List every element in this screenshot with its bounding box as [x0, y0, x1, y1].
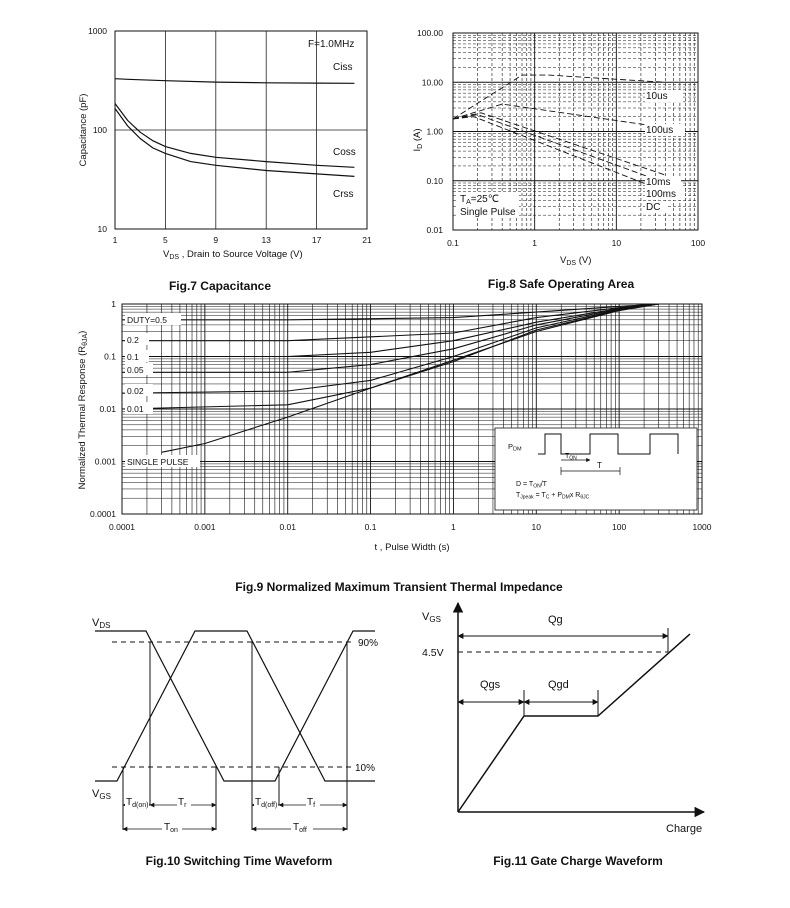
fig7-capacitance-chart: [78, 26, 372, 293]
fig10-tr-label: $T_r$: [178, 797, 187, 809]
fig7-ytick: 100: [92, 125, 107, 135]
fig11-qgs-label: Qgs: [480, 679, 501, 691]
fig8-label-100ms: 100ms: [646, 189, 677, 200]
fig7-ytick: 10: [97, 224, 107, 234]
fig9-thermal-chart: [77, 299, 712, 594]
fig9-series-line-3: [122, 304, 659, 372]
fig7-xtick: 17: [311, 235, 322, 245]
fig9-xtick: 0.001: [194, 522, 216, 532]
fig9-ylabel: Normalized Thermal Response $(R_{\theta JA})$: [77, 330, 89, 490]
fig9-label-01: 0.1: [127, 352, 139, 362]
fig9-xtick: 0.01: [279, 522, 296, 532]
fig8-caption: Fig.8 Safe Operating Area: [487, 277, 635, 291]
fig10-tdon-label: $T_{d(on)}$: [126, 797, 149, 809]
fig9-label-005: 0.05: [127, 365, 144, 375]
fig7-xtick: 5: [163, 235, 168, 245]
fig10-switching-waveform: [92, 617, 378, 868]
fig9-ytick: 0.1: [104, 351, 116, 362]
fig11-qg-label: Qg: [548, 614, 563, 626]
fig7-xtick: 21: [362, 235, 372, 245]
fig9-xlabel: t , Pulse Width (s): [374, 542, 450, 553]
fig9-label-001: 0.01: [127, 404, 144, 414]
fig10-vds-label: VDS: [92, 617, 111, 630]
fig9-xtick: 0.0001: [109, 522, 135, 532]
fig9-ytick: 0.0001: [90, 509, 116, 519]
fig7-xtick: 9: [213, 235, 219, 245]
fig8-label-10ms: 10ms: [646, 177, 671, 188]
fig10-10pct: 10%: [355, 763, 376, 774]
fig7-caption: Fig.7 Capacitance: [168, 279, 272, 293]
fig9-label-02: 0.2: [127, 335, 139, 345]
fig9-ytick: 0.01: [99, 404, 116, 414]
fig8-ytick: 10.00: [421, 77, 443, 88]
fig9-label-002: 0.02: [127, 386, 144, 396]
fig11-caption: Fig.11 Gate Charge Waveform: [493, 854, 663, 868]
fig9-xtick: 1000: [692, 522, 712, 532]
fig9-inset-formula2: $T_{Jpeak} = T_C + P_{DM}x$ $R_{\theta JC}$: [516, 492, 590, 501]
fig10-tf-label: $T_f$: [307, 797, 316, 809]
fig10-ton-label: $T_{on}$: [164, 822, 178, 834]
fig8-label-10us: 10us: [646, 91, 668, 102]
fig9-inset: [495, 428, 697, 510]
fig10-tdoff-label: $T_{d(off)}$: [255, 797, 278, 809]
fig8-xtick: 100: [690, 238, 706, 248]
fig9-label-duty: DUTY=0.5: [127, 315, 167, 325]
fig7-ylabel: Capacitance (pF): [78, 93, 89, 167]
fig9-label-single: SINGLE PULSE: [127, 457, 189, 467]
fig8-soa-chart: [412, 28, 705, 291]
fig11-vgs-label: VGS: [422, 611, 441, 624]
fig10-toff-label: $T_{off}$: [293, 822, 307, 834]
fig11-qgd-label: Qgd: [548, 679, 569, 691]
fig9-inset-ton: $T_{ON}$: [565, 453, 577, 462]
fig8-ytick: 0.10: [426, 175, 443, 186]
fig8-label-dc: DC: [646, 202, 661, 213]
fig7-series-line-ciss: [115, 79, 354, 84]
fig9-inset-formula1: $D = T_{ON}/T$: [516, 481, 547, 490]
fig7-ticks: [88, 26, 372, 245]
fig8-xlabel: $V_{DS}$ (V): [560, 255, 592, 267]
fig7-xtick: 1: [112, 235, 118, 245]
fig9-ytick: 0.001: [94, 456, 116, 467]
fig9-xtick: 100: [612, 522, 627, 532]
fig10-vgs-label: VGS: [92, 788, 111, 801]
fig9-xtick: 10: [531, 522, 542, 532]
fig8-ytick: 0.01: [426, 225, 443, 235]
fig11-charge-label: Charge: [666, 823, 703, 835]
fig7-xtick: 13: [261, 235, 271, 245]
fig9-inset-t: T: [597, 461, 602, 470]
fig8-ytick: 1.00: [426, 126, 443, 137]
fig8-label-100us: 100us: [646, 125, 674, 136]
fig8-condition-temp: $T_A=25℃$: [460, 194, 499, 206]
fig10-vgs-waveform: [95, 631, 375, 781]
fig9-caption: Fig.9 Normalized Maximum Transient Thermal Impedance: [235, 580, 563, 594]
fig8-ytick: 100.00: [417, 28, 443, 38]
fig7-label-ciss: Ciss: [333, 62, 353, 73]
fig10-caption: Fig.10 Switching Time Waveform: [145, 854, 333, 868]
fig8-xtick: 10: [611, 238, 622, 248]
fig8-xtick: 1: [532, 238, 538, 248]
fig7-series: [115, 79, 354, 177]
fig7-ytick: 1000: [88, 26, 107, 36]
fig8-ylabel: $I_D$ (A): [412, 128, 424, 152]
fig8-condition-pulse: Single Pulse: [460, 207, 516, 218]
fig7-label-coss: Coss: [333, 147, 356, 158]
fig10-90pct: 90%: [358, 638, 379, 649]
fig10-vds-waveform: [95, 631, 375, 781]
fig11-gate-charge-waveform: [422, 603, 704, 868]
fig11-v45-label: 4.5V: [422, 647, 444, 659]
fig9-ytick: 1: [111, 299, 116, 309]
fig7-label-crss: Crss: [333, 189, 354, 200]
fig9-inset-pdm: $P_{DM}$: [508, 442, 522, 453]
fig7-series-line-crss: [115, 109, 354, 177]
fig7-series-line-coss: [115, 104, 354, 168]
fig11-vgs-curve: [458, 634, 690, 812]
fig7-grid: [115, 31, 367, 229]
fig8-xtick: 0.1: [447, 238, 459, 248]
fig9-xtick: 0.1: [364, 522, 377, 532]
fig7-xlabel: $V_{DS}$ , Drain to Source Voltage (V): [163, 249, 303, 261]
fig9-series-line-2: [122, 304, 659, 357]
fig9-xtick: 1: [451, 522, 456, 532]
fig7-annotation: F=1.0MHz: [308, 39, 355, 50]
